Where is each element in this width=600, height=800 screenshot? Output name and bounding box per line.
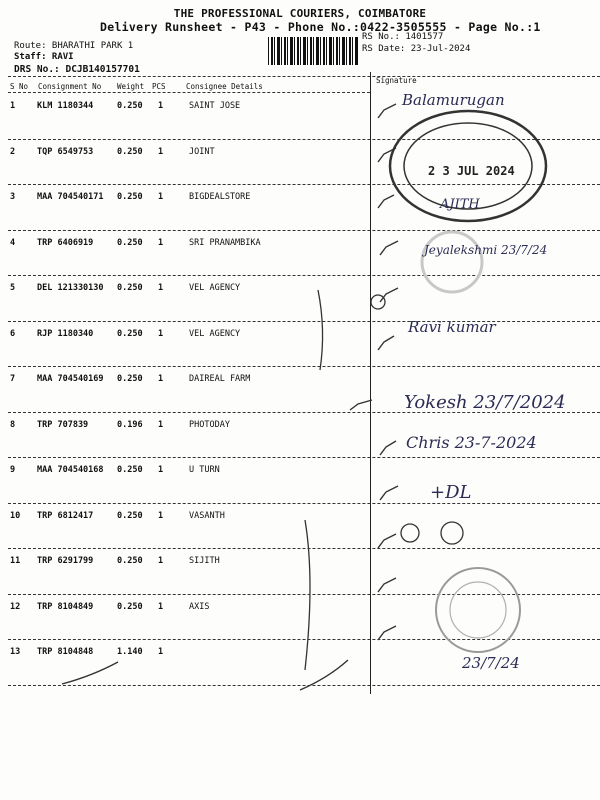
handwriting-3: Ravi kumar xyxy=(408,318,496,336)
cell-pcs: 1 xyxy=(158,374,164,384)
cell-pcs: 1 xyxy=(158,419,164,430)
handwriting-6: +DL xyxy=(430,482,472,503)
company-title: THE PROFESSIONAL COURIERS, COIMBATORE xyxy=(173,7,427,20)
cell-pcs: 1 xyxy=(158,601,164,612)
col-signature: Signature xyxy=(376,76,417,85)
cell-sno: 11 xyxy=(10,556,21,566)
cell-sno: 4 xyxy=(10,237,16,248)
cell-weight: 0.250 xyxy=(117,556,143,566)
col-consignee: Consignee Details xyxy=(186,82,263,91)
bank-seal xyxy=(436,568,520,652)
cell-pcs: 1 xyxy=(158,647,164,657)
cell-consignment: TRP 8104848 xyxy=(37,647,94,657)
cell-weight: 0.250 xyxy=(117,328,143,339)
staff-label: Staff: RAVI xyxy=(14,52,74,62)
cell-weight: 0.250 xyxy=(117,237,143,248)
cell-pcs: 1 xyxy=(158,465,164,475)
cell-consignee: VEL AGENCY xyxy=(189,328,241,339)
cell-consignment: MAA 704540171 xyxy=(37,192,104,202)
cell-consignment: TRP 6406919 xyxy=(37,237,94,248)
cell-weight: 0.250 xyxy=(117,510,143,521)
cell-consignee: VEL AGENCY xyxy=(189,283,241,293)
cell-pcs: 1 xyxy=(158,510,164,521)
handwriting-5: Chris 23-7-2024 xyxy=(406,433,537,452)
cell-weight: 0.250 xyxy=(117,601,143,612)
cell-sno: 5 xyxy=(10,283,16,293)
cell-pcs: 1 xyxy=(158,237,164,248)
cell-consignment: TRP 6291799 xyxy=(37,556,94,566)
cell-sno: 13 xyxy=(10,647,21,657)
col-consignment: Consignment No xyxy=(38,82,102,91)
cell-pcs: 1 xyxy=(158,146,164,157)
handwriting-2: Jeyalekshmi 23/7/24 xyxy=(424,243,548,257)
brackets xyxy=(305,290,463,670)
cell-sno: 6 xyxy=(10,328,16,339)
drs-number: DRS No.: DCJB140157701 xyxy=(14,64,140,75)
cell-weight: 0.250 xyxy=(117,101,143,111)
cell-consignment: DEL 121330130 xyxy=(37,283,104,293)
cell-consignee: AXIS xyxy=(189,601,210,612)
cell-pcs: 1 xyxy=(158,101,164,111)
cell-sno: 2 xyxy=(10,146,16,157)
col-pcs: PCS xyxy=(152,82,166,91)
stamp-date: 2 3 JUL 2024 xyxy=(428,164,515,178)
handwriting-7: 23/7/24 xyxy=(462,654,520,672)
handwriting-4: Yokesh 23/7/2024 xyxy=(404,392,566,413)
cell-pcs: 1 xyxy=(158,283,164,293)
runsheet-title: Delivery Runsheet - P43 - Phone No.:0422-3505555 - Page No.:1 xyxy=(100,20,541,34)
cell-consignee: JOINT xyxy=(189,146,215,157)
route-label: Route: BHARATHI PARK 1 xyxy=(14,41,134,51)
cell-sno: 8 xyxy=(10,419,16,430)
cell-consignment: TRP 707839 xyxy=(37,419,89,430)
cell-sno: 10 xyxy=(10,510,21,521)
col-sno: S No xyxy=(10,82,29,91)
cell-consignee: DAIREAL FARM xyxy=(189,374,251,384)
cell-consignment: KLM 1180344 xyxy=(37,101,94,111)
cell-consignment: MAA 704540168 xyxy=(37,465,104,475)
cell-weight: 0.250 xyxy=(117,465,143,475)
cell-consignee: SAINT JOSE xyxy=(189,101,241,111)
col-weight: Weight xyxy=(117,82,145,91)
date-stamp xyxy=(390,111,546,221)
cell-pcs: 1 xyxy=(158,556,164,566)
cell-sno: 9 xyxy=(10,465,16,475)
cell-consignment: TRP 6812417 xyxy=(37,510,94,521)
cell-consignee: SIJITH xyxy=(189,556,220,566)
cell-consignee: PHOTODAY xyxy=(189,419,230,430)
cell-consignee: BIGDEALSTORE xyxy=(189,192,251,202)
cell-weight: 1.140 xyxy=(117,647,143,657)
rs-number: RS No.: 1401577 xyxy=(362,32,444,42)
cell-consignee: U TURN xyxy=(189,465,220,475)
cell-weight: 0.250 xyxy=(117,283,143,293)
handwriting-1: Balamurugan xyxy=(402,91,505,109)
cell-sno: 7 xyxy=(10,374,16,384)
cell-consignment: TRP 8104849 xyxy=(37,601,94,612)
cell-weight: 0.250 xyxy=(117,192,143,202)
cell-sno: 1 xyxy=(10,101,16,111)
cell-pcs: 1 xyxy=(158,328,164,339)
cell-consignment: TQP 6549753 xyxy=(37,146,94,157)
cell-consignment: RJP 1180340 xyxy=(37,328,94,339)
cell-consignment: MAA 704540169 xyxy=(37,374,104,384)
cell-consignee: VASANTH xyxy=(189,510,225,521)
faded-seal xyxy=(422,232,482,292)
stamp-name: AJITH xyxy=(440,197,480,212)
tick-marks xyxy=(62,104,398,690)
rs-date: RS Date: 23-Jul-2024 xyxy=(362,44,471,54)
cell-sno: 12 xyxy=(10,601,21,612)
cell-weight: 0.250 xyxy=(117,374,143,384)
cell-weight: 0.250 xyxy=(117,146,143,157)
cell-consignee: SRI PRANAMBIKA xyxy=(189,237,261,248)
cell-sno: 3 xyxy=(10,192,16,202)
cell-weight: 0.196 xyxy=(117,419,143,430)
cell-pcs: 1 xyxy=(158,192,164,202)
